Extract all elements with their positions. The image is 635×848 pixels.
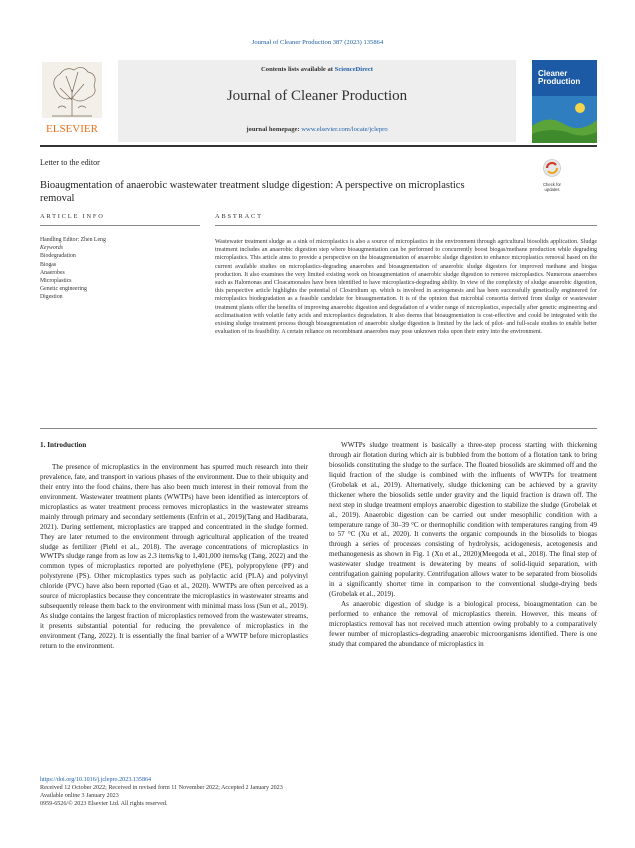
right-column	[329, 441, 597, 650]
received-dates: Received 12 October 2022; Received in revised form 11 November 2022; Accepted 2 January 2023	[40, 785, 283, 792]
article-title: Bioaugmentation of anaerobic wastewater treatment sludge digestion: A perspective on microplastics removal	[40, 180, 465, 204]
cover-image	[532, 96, 597, 143]
abstract-text: Wastewater treatment sludge as a sink of microplastics is also a source of microplastics in the environment through agricultural biosolids application. Sludge treatment includes an anaerobic digestion step where bioaugmentation can be performed to concurrently boost biogas/methane production while degrading microplastics. This article aims to provide a perspective on the bioaugmentation of anaerobic sludge digestion to enhance microplastics removal based on the current available studies on microplastics-degrading anaerobes and bioaugmentation of anaerobic sludge digesters for improved methane and biogas production. It also examines the very limited existing work on bioaugmentation of anaerobic sludge digestion to remove microplastics. Numerous anaerobes such as Halomonas and Cloacamonales have been identified to have microplastics-degrading ability. In view of the complexity of sludge anaerobic digestion, this perspective article highlights the potential of Clostridium sp. which is involved in acetogenesis and has been successfully genetically engineered for microplastics biodegradation as a feasible candidate for bioaugmentation. It is of the opinion that microbial consortia derived from sludge or wastewater treatment plants offer the benefits of improving anaerobic digestion and degradation of a wider range of microplastics, especially after genetic engineering and acclimatisation with volatile fatty acids and microplastics degradation. It also deems that bioaugmentation is cost-effective and could be integrated with the existing sludge treatment process though bioaugmentation of anaerobic sludge digestion is limited by the lack of pilot- and full-scale studies to enable better evaluation of its feasibility. A certain reliance on recombinant anaerobes may pose unknown risks upon their entry into the environment.	[215, 239, 597, 336]
check-updates-icon	[538, 158, 566, 178]
paragraph: The presence of microplastics in the environment has spurred much research into their prevalence, fate, and transport in various phases of the environment. Due to their ubiquity and their entry into the food chains, there has also been much interest in their removal from the environment. Wastewater treatment plants (WWTPs) have been identified as interceptors of microplastics as water treatment process removes microplastics in the wastewater streams mainly through primary and secondary settlements (Enfrin et al., 2019)(Tang and Hadibarata, 2021). During settlement, microplastics are trapped and concentrated in the sludge formed. They are later returned to the environment through agricultural application of the treated sludge as fertilizer (Piehl et al., 2018). The average concentrations of microplastics in WWTPs sludge range from as low as 2.3 items/kg to 1,401,000 items/kg (Tang, 2022) and the common types of microplastics reported are polyethylene (PE), polypropylene (PP) and polystyrene (PS). Other microplastics types such as polylactic acid (PLA) and polyvinyl chloride (PVC) have also been reported (Gao et al., 2020). WWTPs are often perceived as a source of microplastics because they concentrate the microplastics in wastewater streams and subsequently release them back to the environment with minimal mass loss (Sun et al., 2019). As sludge contains the largest fraction of microplastics removed from the wastewater streams, it presents substantial potential for reducing the prevalence of microplastics in the environment (Tang, 2022). It is essentially the final barrier of a WWTP before microplastics return to the environment.	[40, 463, 308, 650]
copyright: 0959-6526/© 2023 Elsevier Ltd. All rights reserved.	[40, 801, 168, 808]
article-type: Letter to the editor	[40, 158, 100, 167]
article-info-heading: ARTICLE INFO	[40, 213, 105, 220]
journal-homepage: journal homepage: www.elsevier.com/locate/jclepro	[246, 126, 388, 133]
keyword: Biodegradation	[40, 253, 76, 260]
publisher-name: ELSEVIER	[46, 123, 98, 135]
doi-link[interactable]: https://doi.org/10.1016/j.jclepro.2023.135864	[40, 777, 152, 783]
elsevier-tree-logo	[38, 60, 106, 136]
left-column	[40, 463, 308, 652]
keywords-block	[40, 236, 106, 302]
keywords-label: Keywords	[40, 245, 63, 252]
keyword: Microplastics	[40, 278, 72, 285]
available-online: Available online 3 January 2023	[40, 793, 119, 800]
section-heading: 1. Introduction	[40, 441, 87, 449]
paragraph: As anaerobic digestion of sludge is a biological process, bioaugmentation can be performed to enhance the removal of microplastics therein. However, this means of microplastics removal has not received much attention owing probably to a comparatively fewer number of microplastics-degrading anaerobic microorganisms identified. There is one study that compared the abundance of microplastics in	[329, 600, 597, 648]
journal-title: Journal of Cleaner Production	[226, 88, 408, 104]
homepage-link[interactable]: www.elsevier.com/locate/jclepro	[301, 126, 388, 133]
masthead-rule	[40, 145, 597, 147]
check-for-updates-badge[interactable]: Check for updates	[538, 158, 566, 188]
contents-line: Contents lists available at ScienceDirect	[261, 66, 373, 73]
sciencedirect-link[interactable]: ScienceDirect	[334, 66, 373, 73]
keyword: Digestion	[40, 294, 63, 301]
running-header: Journal of Cleaner Production 387 (2023) 135864	[251, 39, 384, 46]
keyword: Biogas	[40, 261, 57, 268]
abstract-rule	[215, 225, 597, 226]
article-info-rule	[40, 225, 200, 226]
article-footer	[40, 776, 283, 808]
paragraph: WWTPs sludge treatment is basically a three-step process starting with thickening through air flotation during which air is bubbled from the bottom of a flotation tank to bring biosolids constituting the sludge to the surface. The floated biosolids are skimmed off and the liquid fraction of the sludge is combined with the influents of WWTPs for treatment (Grobelak et al., 2019). Alternatively, sludge thickening can be achieved by a gravity thickener where the biosolids settle under gravity and the liquid fraction is drawn off. The next step in sludge treatment employs anaerobic digestion to stabilize the sludge (Grobelak et al., 2019). Anaerobic digestion can be carried out under mesophilic condition with a temperature range of 30–39 °C or thermophilic condition with temperatures ranging from 49 to 57 °C (Xu et al., 2020). It converts the organic compounds in the biosolids to biogas through a series of processes consisting of hydrolysis, acidogenesis, acetogenesis and methanogenesis as shown in Fig. 1 (Xu et al., 2020)(Meegoda et al., 2018). The final step of wastewater sludge treatment is dewatering by means of solid-liquid separation, with centrifugation gaining popularity. Centrifugation allows water to be separated from biosolids in a significantly shorter time in comparison to the conventional sludge-drying beds (Grobelak et al., 2019).	[329, 441, 597, 599]
journal-cover	[532, 60, 597, 143]
handling-editor: Handling Editor: Zhen Leng	[40, 237, 106, 243]
keyword: Genetic engineering	[40, 286, 87, 293]
abstract-heading: ABSTRACT	[215, 213, 263, 220]
cover-title: Cleaner Production	[538, 69, 581, 86]
abstract-end-rule	[40, 428, 597, 429]
keyword: Anaerobes	[40, 269, 65, 276]
